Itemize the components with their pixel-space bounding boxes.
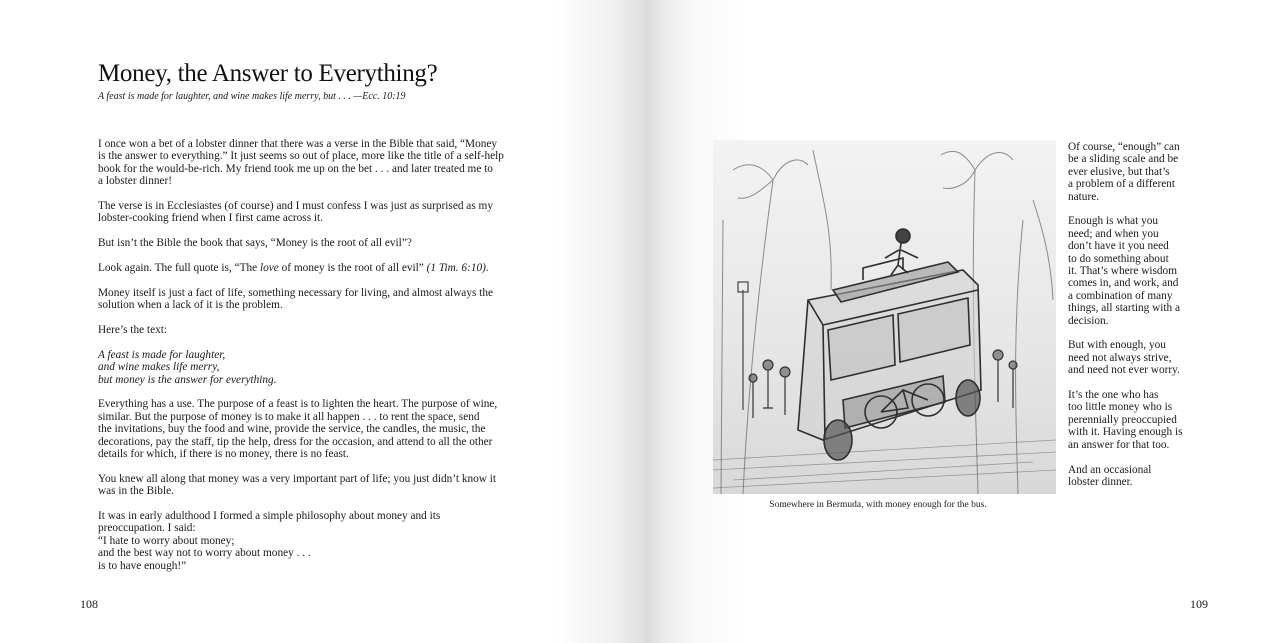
paragraph-3: But isn’t the Bible the book that says, “Money is the root of all evil”? xyxy=(98,237,412,250)
page-title: Money, the Answer to Everything? xyxy=(98,60,438,87)
epigraph: A feast is made for laughter, and wine makes life merry, but . . . —Ecc. 10:19 xyxy=(98,91,406,102)
scripture-verse: A feast is made for laughter, and wine makes life merry, but money is the answer for everything. xyxy=(98,348,277,386)
article-body xyxy=(98,138,530,572)
sidebar-text xyxy=(1068,141,1196,501)
paragraph-5: Money itself is just a fact of life, something necessary for living, and almost always the solution when a lack of it is the problem. xyxy=(98,286,493,312)
sidebar-paragraph-4: It’s the one who has too little money who is perennially preoccupied with it. Having enough is an answer for that too. xyxy=(1068,389,1183,451)
paragraph-2: The verse is in Ecclesiastes (of course) and I must confess I was just as surprised as my lobster-cooking friend when I first came across it. xyxy=(98,200,493,225)
sidebar-paragraph-5: And an occasional lobster dinner. xyxy=(1068,463,1152,488)
sidebar-paragraph-2: Enough is what you need; and when you don’t have it you need to do something about it. That’s where wisdom comes in, and work, and a combination of many things, all starting with a decision. xyxy=(1068,215,1181,327)
paragraph-7: Everything has a use. The purpose of a feast is to lighten the heart. The purpose of wine, similar. But the purpose of money is to make it all happen . . . to rent the space, send the invitations, buy the food and wine, provide the service, the candles, the music, the decorations, pay the staff, tip the help, dress for the occasion, and attend to all the other details for which, if there is no money, there is no feast. xyxy=(98,398,498,461)
sidebar-paragraph-3: But with enough, you need not always strive, and need not ever worry. xyxy=(1068,339,1180,377)
paragraph-4: Look again. The full quote is, “The love of money is the root of all evil” (1 Tim. 6:10). xyxy=(98,262,489,275)
paragraph-8: You knew all along that money was a very important part of life; you just didn’t know it was in the Bible. xyxy=(98,472,497,498)
paragraph-1: I once won a bet of a lobster dinner that there was a verse in the Bible that said, “Money is the answer to everything.” It just seems so out of place, more like the title of a self-help book for the would-be-rich. My friend took me up on the bet . . . and later treated me to a lobster dinner! xyxy=(98,138,504,188)
page-number-right: 109 xyxy=(1190,597,1208,611)
sidebar-paragraph-1: Of course, “enough” can be a sliding scale and be ever elusive, but that’s a problem of a different nature. xyxy=(1068,141,1180,203)
image-caption: Somewhere in Bermuda, with money enough for the bus. xyxy=(769,500,987,510)
pencil-sketch-bus-image xyxy=(713,140,1056,494)
left-page-content xyxy=(98,58,530,584)
paragraph-6: Here’s the text: xyxy=(98,324,168,337)
page-number-left: 108 xyxy=(80,597,98,611)
sketch-illustration xyxy=(713,140,1056,494)
paragraph-9: It was in early adulthood I formed a simple philosophy about money and its preoccupation. I said: “I hate to worry about money; and the best way not to worry about money . . . is to have enough!” xyxy=(98,510,441,572)
